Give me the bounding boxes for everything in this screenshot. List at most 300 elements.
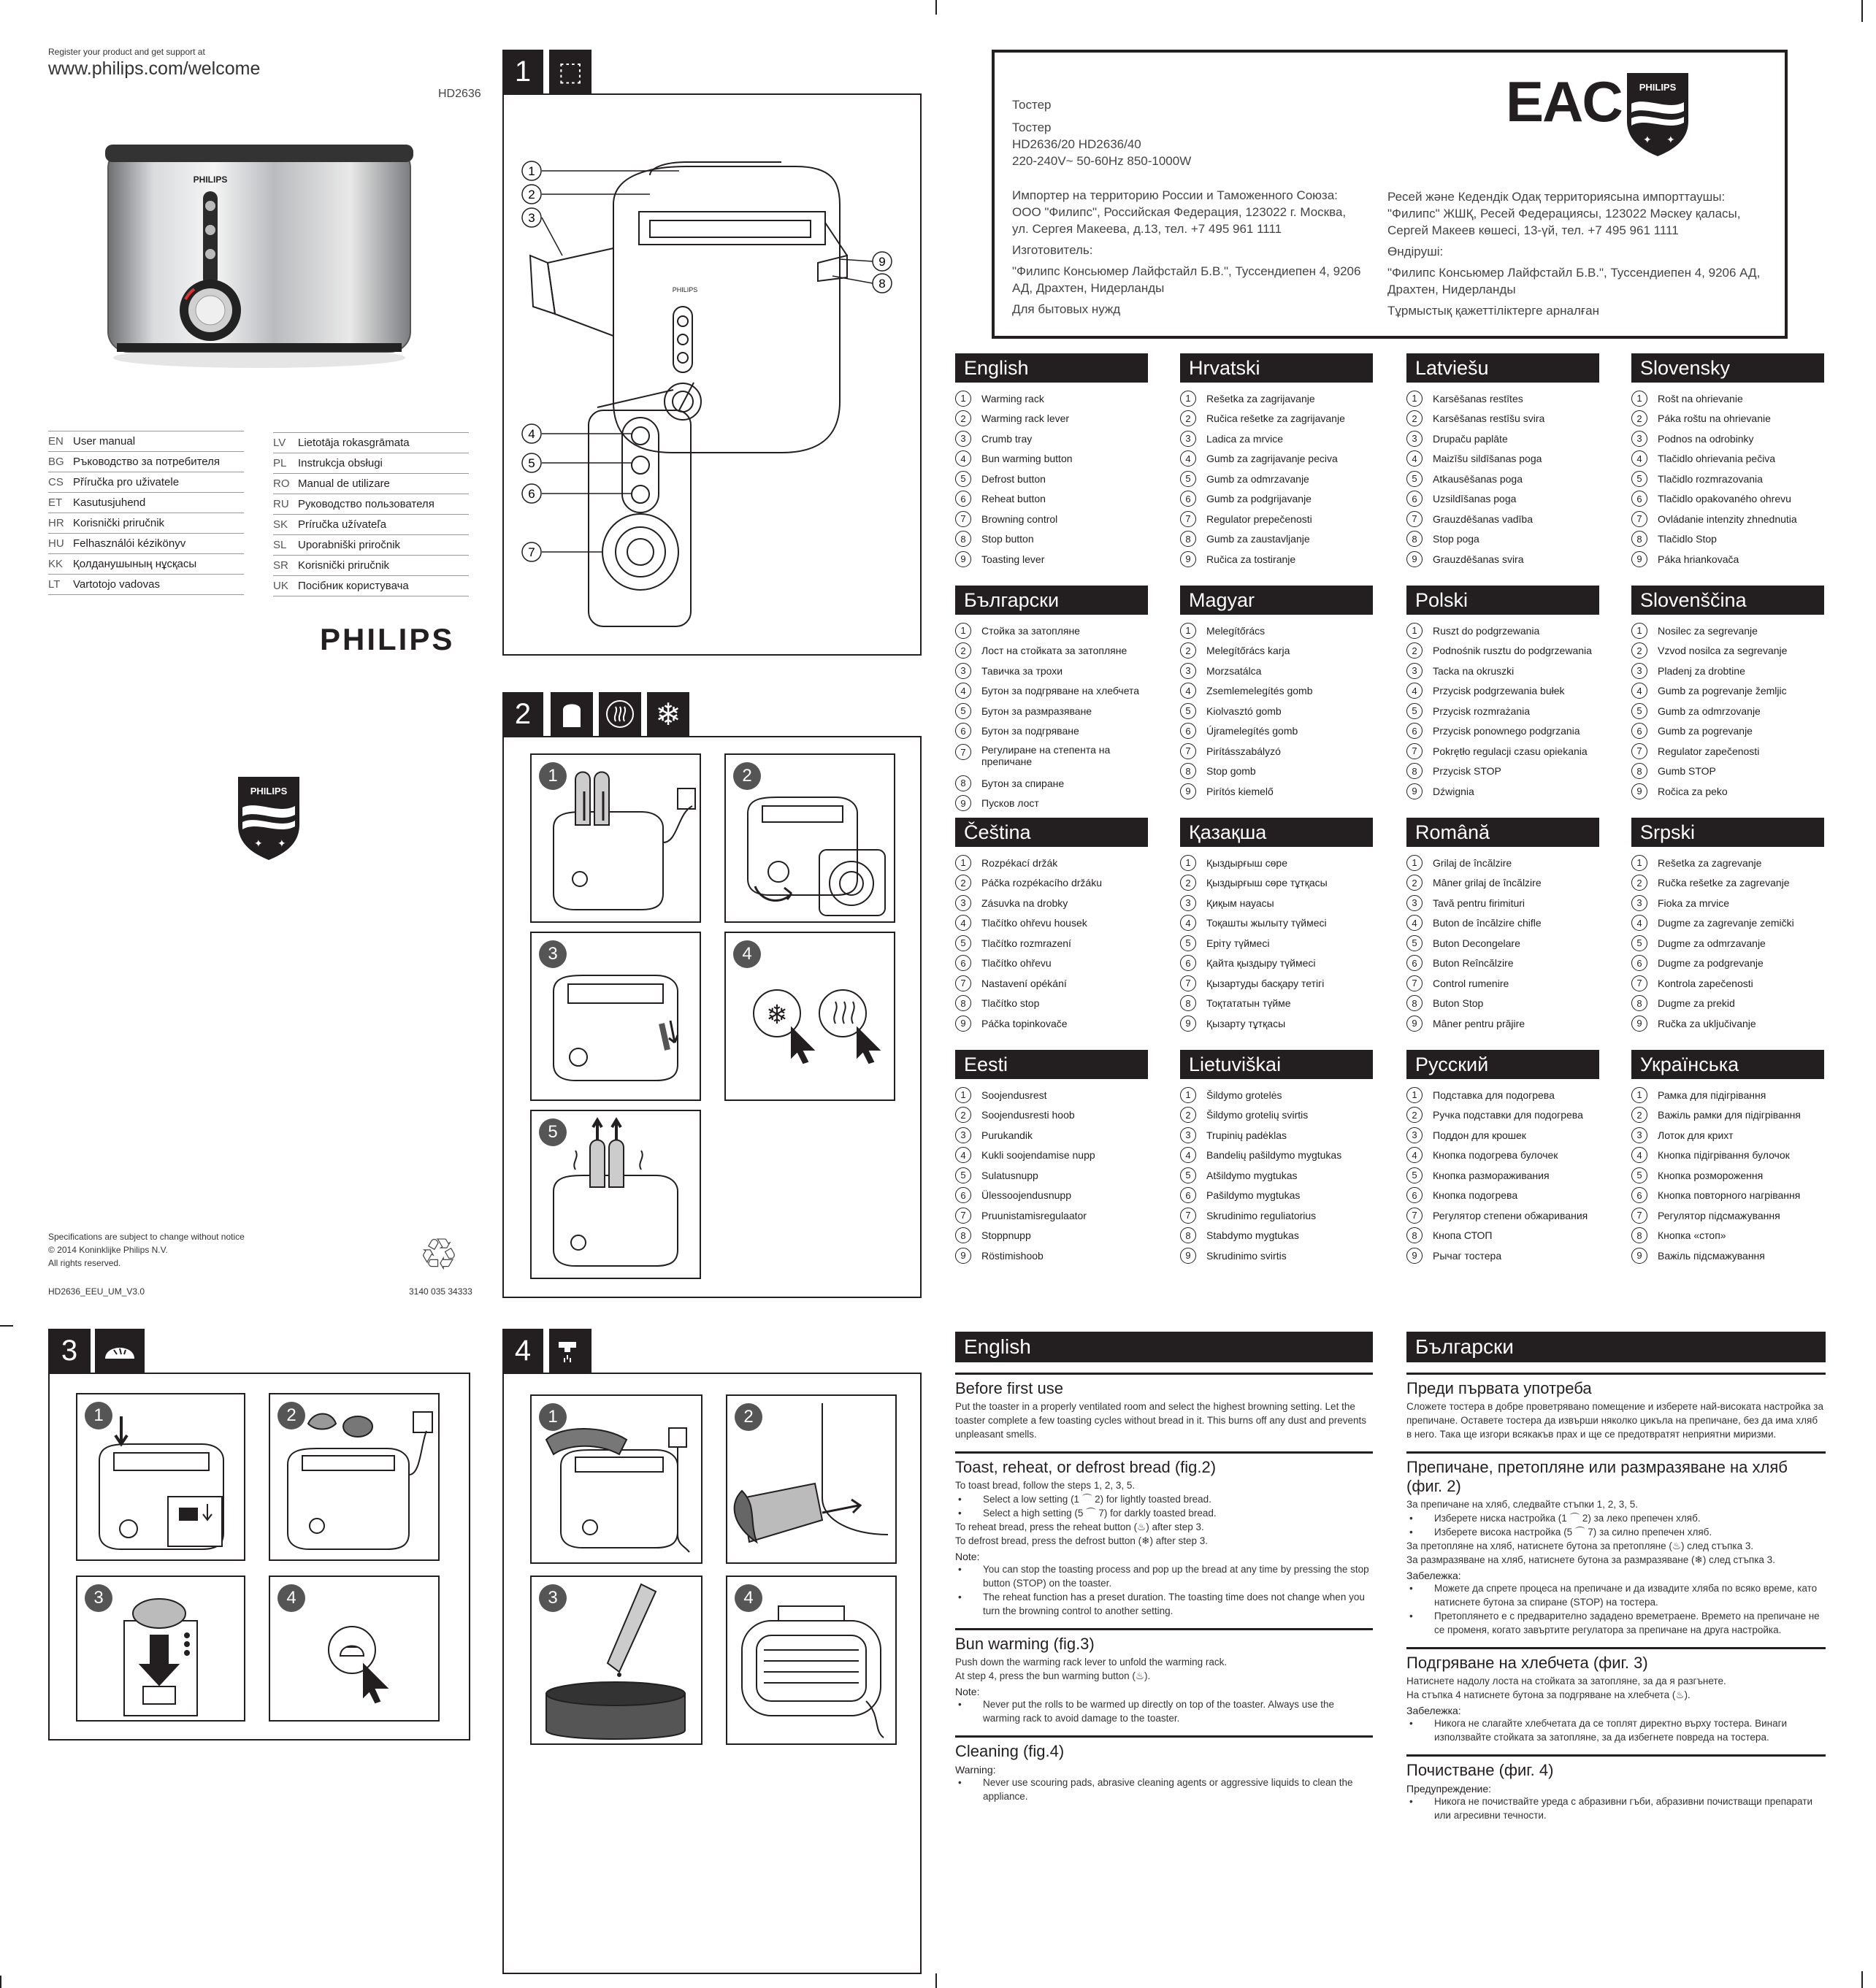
parts-list-block: [1631, 586, 1824, 802]
crop-mark: [1861, 0, 1863, 22]
part-label: Stop poga: [1433, 533, 1479, 545]
part-label: Stop gomb: [1206, 765, 1256, 778]
figure-2-step-2: [724, 753, 895, 923]
part-label: Páka roštu na ohrievanie: [1658, 412, 1771, 425]
part-number: 2: [955, 642, 971, 659]
figure-2-number: 2: [502, 692, 543, 736]
part-label: Kukli soojendamise nupp: [981, 1149, 1095, 1162]
parts-list-item: [955, 621, 1148, 641]
part-label: Karsēšanas restītes: [1433, 392, 1523, 404]
part-label: Рычаг тостера: [1433, 1249, 1502, 1262]
part-number: 6: [1180, 491, 1196, 507]
website-url[interactable]: www.philips.com/welcome: [48, 58, 261, 79]
part-number: 8: [1180, 995, 1196, 1011]
part-label: Кнопка підігрівання булочок: [1658, 1149, 1790, 1162]
eac-kk-text: "Филипс Консьюмер Лайфстайл Б.В.", Туссендиепен 4, 9206 АД,: [1387, 266, 1761, 280]
part-number: 5: [955, 1167, 971, 1183]
part-label: Поддон для крошек: [1433, 1129, 1526, 1141]
eac-ru-text: "Филипс Консьюмер Лайфстайл Б.В.", Туссендиепен 4, 9206: [1012, 264, 1361, 278]
part-label: Drupaču paplāte: [1433, 432, 1508, 445]
part-number: 4: [955, 683, 971, 699]
part-number: 8: [1631, 995, 1647, 1011]
language-row: BG Ръководство за потребителя: [48, 452, 244, 472]
part-label: Buton Reîncălzire: [1433, 957, 1514, 970]
part-label: Dźwignia: [1433, 785, 1474, 797]
part-number: 3: [1180, 895, 1196, 911]
parts-list-language: Polski: [1406, 586, 1599, 615]
callout-number: 6: [528, 487, 535, 501]
bullet-item: • You can stop the toasting process and pop up the bread at any time by pressing the stop button (STOP) on the toaster.: [958, 1564, 1369, 1589]
parts-list-language: Українська: [1631, 1050, 1824, 1079]
part-label: Przycisk podgrzewania bułek: [1433, 685, 1565, 697]
part-number: 2: [1406, 1107, 1423, 1123]
part-label: Tlačidlo ohrievania pečiva: [1658, 453, 1776, 465]
language-list-right: [273, 432, 469, 596]
eac-mark: EAC: [1506, 69, 1622, 134]
part-label: Пусков лост: [981, 797, 1039, 810]
parts-list-item: [1631, 761, 1824, 782]
parts-list-block: [955, 818, 1148, 1034]
eac-ru-text: Для бытовых нужд: [1012, 302, 1121, 316]
parts-list-item: [1631, 409, 1824, 429]
part-label: Dugme za zagrevanje zemički: [1658, 917, 1794, 929]
parts-list-item: [1180, 933, 1373, 953]
parts-list-item: [1406, 781, 1599, 802]
callout-number: 1: [528, 164, 535, 178]
figure-4-step-4: [726, 1576, 897, 1745]
parts-list-item: [955, 1246, 1148, 1266]
figure-4-panel: [502, 1373, 922, 1974]
part-label: Rošt na ohrievanie: [1658, 392, 1743, 404]
doc-number: 3140 035 34333: [409, 1286, 472, 1297]
language-row: PL Instrukcja obsługi: [273, 453, 469, 474]
parts-list-item: [1180, 529, 1373, 550]
callout-number: 9: [878, 255, 886, 269]
part-label: Stabdymo mygtukas: [1206, 1229, 1299, 1242]
part-label: Тоқашты жылыту түймесі: [1206, 917, 1327, 929]
parts-list-item: [1631, 741, 1824, 761]
part-number: 2: [1631, 410, 1647, 426]
parts-list-item: [955, 1145, 1148, 1166]
callout-number: 4: [528, 427, 535, 441]
part-number: 2: [1406, 410, 1423, 426]
part-number: 6: [1631, 723, 1647, 739]
part-label: Control rumenire: [1433, 977, 1509, 989]
part-number: 2: [955, 1107, 971, 1123]
register-text: Register your product and get support at: [48, 47, 205, 57]
figure-3-number: 3: [48, 1329, 91, 1373]
part-number: 4: [1406, 915, 1423, 931]
part-label: Кнопка подогрева: [1433, 1189, 1518, 1202]
part-label: Кнопка «стоп»: [1658, 1229, 1726, 1242]
part-number: 9: [1180, 783, 1196, 799]
parts-list-item: [1406, 1085, 1599, 1105]
part-number: 3: [955, 663, 971, 679]
part-label: Ladica za mrvice: [1206, 432, 1284, 445]
parts-list-item: [1406, 469, 1599, 489]
part-number: 1: [955, 855, 971, 871]
parts-list-block: [1406, 353, 1599, 569]
part-number: 5: [1631, 935, 1647, 951]
part-label: Gumb za podgrijavanje: [1206, 493, 1312, 505]
part-number: 9: [1631, 1016, 1647, 1032]
spec-line: All rights reserved.: [48, 1258, 121, 1268]
part-number: 9: [955, 1016, 971, 1032]
defrost-icon: ❄: [647, 692, 689, 736]
part-number: 5: [1406, 935, 1423, 951]
parts-list-item: [1631, 621, 1824, 641]
parts-list-item: [955, 409, 1148, 429]
step-number: 3: [85, 1584, 112, 1612]
parts-list-item: [955, 1226, 1148, 1246]
parts-list-item: [1406, 661, 1599, 681]
part-label: Қыздырғыш сөре: [1206, 856, 1287, 869]
part-number: 2: [955, 410, 971, 426]
parts-list-item: [955, 741, 1148, 773]
parts-list-block: [1406, 818, 1599, 1034]
part-label: Buton Stop: [1433, 997, 1484, 1010]
part-label: Tavă pentru firimituri: [1433, 897, 1525, 909]
parts-list-item: [1180, 509, 1373, 529]
part-label: Zsemlemelegítés gomb: [1206, 685, 1313, 697]
parts-list-item: [1180, 853, 1373, 873]
parts-list-item: [1406, 973, 1599, 994]
parts-list-item: [1406, 549, 1599, 569]
part-number: 4: [1406, 683, 1423, 699]
section-title: Bun warming (fig.3): [955, 1628, 1373, 1654]
parts-list-item: [1180, 1246, 1373, 1266]
parts-list-block: [1631, 818, 1824, 1034]
parts-list-item: [955, 429, 1148, 449]
language-row: HU Felhasználói kézikönyv: [48, 534, 244, 554]
part-number: 1: [1180, 391, 1196, 407]
figure-1-panel: [502, 93, 922, 656]
parts-list-item: [1180, 388, 1373, 409]
part-label: Atkausēšanas poga: [1433, 472, 1523, 485]
warning-label: Предупреждение:: [1406, 1783, 1492, 1795]
part-label: Mâner grilaj de încălzire: [1433, 877, 1542, 889]
figure-2-panel: [502, 736, 922, 1298]
language-row: LT Vartotojo vadovas: [48, 575, 244, 595]
part-number: 8: [955, 775, 971, 791]
parts-list-item: [1406, 489, 1599, 510]
parts-list-item: [1631, 489, 1824, 510]
part-label: Қызарту тұтқасы: [1206, 1017, 1286, 1029]
part-number: 1: [1631, 855, 1647, 871]
part-label: Melegítőrács: [1206, 624, 1266, 637]
faucet-icon: [549, 1329, 591, 1373]
parts-list-item: [955, 893, 1148, 913]
part-number: 7: [1631, 975, 1647, 991]
parts-list-item: [955, 1165, 1148, 1186]
part-label: Ručica rešetke za zagrijavanje: [1206, 412, 1345, 425]
english-section: [955, 1332, 1373, 1803]
parts-list-block: [1180, 353, 1373, 569]
language-row: SK Príručka užívateľa: [273, 515, 469, 535]
part-label: Қызартуды басқару тетігі: [1206, 977, 1325, 989]
parts-list-item: [1406, 873, 1599, 894]
part-number: 4: [1631, 915, 1647, 931]
language-row: SL Uporabniški priročnik: [273, 535, 469, 556]
part-number: 1: [1180, 855, 1196, 871]
part-number: 9: [1631, 551, 1647, 567]
bulgarian-section: [1406, 1332, 1826, 1822]
part-label: Warming rack: [981, 392, 1044, 404]
part-label: Rešetka za zagrijavanje: [1206, 392, 1315, 404]
part-number: 9: [1406, 1248, 1423, 1264]
parts-list-language: Български: [955, 586, 1148, 615]
part-number: 2: [1180, 410, 1196, 426]
part-number: 8: [1180, 531, 1196, 547]
part-label: Pašildymo mygtukas: [1206, 1189, 1301, 1202]
parts-list-item: [955, 994, 1148, 1014]
part-number: 3: [955, 895, 971, 911]
parts-list-item: [1180, 873, 1373, 894]
part-label: Dugme za odmrzavanje: [1658, 937, 1766, 949]
parts-list-item: [1631, 469, 1824, 489]
callout-number: 3: [528, 211, 535, 225]
parts-list-item: [1406, 449, 1599, 469]
part-number: 5: [1180, 471, 1196, 487]
parts-list-language: Čeština: [955, 818, 1148, 847]
part-number: 6: [1631, 491, 1647, 507]
parts-list-item: [1631, 1205, 1824, 1226]
part-number: 7: [1406, 1208, 1423, 1224]
philips-wordmark: PHILIPS: [320, 622, 455, 656]
part-label: Регулиране на степента на препичане: [981, 744, 1111, 767]
toaster-label: PHILIPS: [672, 286, 698, 293]
bun-icon: [95, 1329, 145, 1373]
language-row: ET Kasutusjuhend: [48, 493, 244, 513]
reheat-icon: [599, 692, 641, 736]
part-label: Röstimishoob: [981, 1249, 1044, 1262]
parts-list-item: [1406, 641, 1599, 661]
eac-ru-text: АД, Драхтен, Нидерланды: [1012, 281, 1165, 295]
spec-line: © 2014 Koninklijke Philips N.V.: [48, 1245, 168, 1255]
part-label: Warming rack lever: [981, 412, 1070, 425]
part-label: Tlačítko rozmrazení: [981, 937, 1071, 949]
part-label: Tlačítko ohřevu housek: [981, 917, 1087, 929]
part-number: 9: [955, 1248, 971, 1264]
part-number: 4: [955, 915, 971, 931]
figure-4-step-2: [726, 1394, 897, 1564]
svg-text:❄: ❄: [765, 1000, 789, 1030]
section-text: To reheat bread, press the reheat button (♨) after step 3.: [955, 1521, 1204, 1532]
part-number: 6: [1406, 1187, 1423, 1203]
note-label: Note:: [955, 1551, 980, 1562]
part-number: 6: [1406, 491, 1423, 507]
parts-list-item: [955, 489, 1148, 510]
part-number: 5: [955, 935, 971, 951]
part-label: Gumb za pogrevanje žemljic: [1658, 685, 1787, 697]
part-label: Gumb za zagrijavanje peciva: [1206, 453, 1338, 465]
part-number: 6: [1180, 955, 1196, 971]
parts-list-item: [1180, 449, 1373, 469]
parts-list-item: [1180, 781, 1373, 802]
language-row: HR Korisnički priručnik: [48, 513, 244, 534]
parts-list-language: Lietuviškai: [1180, 1050, 1373, 1079]
svg-text:✦: ✦: [254, 838, 263, 850]
parts-list-item: [1631, 953, 1824, 974]
part-label: Regulator zapečenosti: [1658, 745, 1760, 757]
part-number: 6: [1406, 723, 1423, 739]
parts-list-item: [1180, 1125, 1373, 1145]
step-number: 4: [733, 940, 761, 968]
part-number: 3: [1406, 895, 1423, 911]
part-label: Bun warming button: [981, 453, 1073, 465]
eac-kk-text: Ресей және Кедендік Одақ территориясына импорттаушы:: [1387, 190, 1726, 204]
parts-list-block: [955, 1050, 1148, 1266]
part-number: 3: [1406, 663, 1423, 679]
part-label: Лост на стойката за затопляне: [981, 645, 1127, 657]
section-text: За претопляне на хляб, натиснете бутона за претопляне (♨) след стъпка 3.: [1406, 1540, 1754, 1551]
spec-line: Specifications are subject to change without notice: [48, 1232, 245, 1242]
parts-list-item: [1406, 953, 1599, 974]
parts-list-language: Eesti: [955, 1050, 1148, 1079]
parts-list-item: [1406, 913, 1599, 934]
part-label: Ручка подставки для подогрева: [1433, 1109, 1583, 1121]
part-label: Ovládanie intenzity zhnednutia: [1658, 513, 1797, 525]
part-label: Soojendusrest: [981, 1089, 1047, 1101]
part-number: 1: [955, 1087, 971, 1103]
part-label: Tlačidlo rozmrazovania: [1658, 472, 1763, 485]
part-number: 3: [1180, 1127, 1196, 1143]
section-title: Препичане, претопляне или размразяване на хляб (фиг. 2): [1406, 1451, 1826, 1496]
part-number: 1: [1406, 623, 1423, 639]
doc-code: HD2636_EEU_UM_V3.0: [48, 1286, 145, 1297]
bullet-item: • Никога не слагайте хлебчетата да се топлят директно върху тостера. Винаги използвайте стойката за затопляне, за да избегнете повреда на тостера.: [1409, 1718, 1788, 1743]
parts-list-item: [1180, 1105, 1373, 1126]
parts-list-item: [955, 1125, 1148, 1145]
parts-list-item: [1631, 893, 1824, 913]
crop-mark: [935, 0, 937, 15]
section-title: Преди първата употреба: [1406, 1373, 1826, 1398]
part-label: Mâner pentru prăjire: [1433, 1017, 1525, 1029]
part-label: Стойка за затопляне: [981, 624, 1080, 637]
part-number: 7: [1180, 975, 1196, 991]
toaster-parts-diagram: [504, 95, 920, 654]
part-label: Ručka za uključivanje: [1658, 1017, 1756, 1029]
part-label: Gumb za pogrevanje: [1658, 725, 1753, 737]
parts-list-item: [1406, 388, 1599, 409]
parts-list-item: [955, 721, 1148, 742]
part-label: Karsēšanas restīšu svira: [1433, 412, 1545, 425]
parts-list-block: [1406, 586, 1599, 802]
parts-list-item: [1406, 509, 1599, 529]
part-label: Кнопка размораживания: [1433, 1169, 1550, 1181]
part-number: 3: [1406, 431, 1423, 447]
parts-list-item: [1631, 933, 1824, 953]
parts-list-item: [955, 641, 1148, 661]
part-label: Тавичка за трохи: [981, 664, 1063, 677]
parts-list-item: [1180, 761, 1373, 782]
part-label: Ručica za tostiranje: [1206, 553, 1296, 565]
language-row: EN User manual: [48, 431, 244, 452]
part-label: Reheat button: [981, 493, 1046, 505]
parts-list-item: [1631, 1105, 1824, 1126]
part-label: Ručka rešetke za zagrevanje: [1658, 877, 1790, 889]
parts-list-item: [1406, 933, 1599, 953]
parts-list-item: [955, 773, 1148, 794]
parts-list-item: [1631, 388, 1824, 409]
section-text: За препичане на хляб, следвайте стъпки 1, 2, 3, 5.: [1406, 1499, 1638, 1510]
part-label: Кнопка повторного нагрівання: [1658, 1189, 1801, 1202]
toaster-photo: [102, 139, 416, 372]
parts-list-item: [1631, 449, 1824, 469]
bullet-item: • Изберете висока настройка (5 ⌒ 7) за силно препечен хляб.: [1409, 1527, 1712, 1538]
part-number: 6: [1631, 1187, 1647, 1203]
figure-3-step-1: [76, 1393, 245, 1561]
part-number: 3: [1180, 663, 1196, 679]
part-number: 8: [1631, 1227, 1647, 1243]
part-number: 5: [1631, 703, 1647, 719]
part-number: 2: [1180, 1107, 1196, 1123]
part-label: Defrost button: [981, 472, 1046, 485]
parts-list-item: [1631, 1085, 1824, 1105]
parts-list-item: [955, 509, 1148, 529]
part-label: Pokrętło regulacji czasu opiekania: [1433, 745, 1588, 757]
parts-list-item: [1631, 429, 1824, 449]
part-label: Újramelegítés gomb: [1206, 725, 1298, 737]
part-number: 4: [955, 1147, 971, 1163]
note-label: Забележка:: [1406, 1705, 1461, 1716]
part-label: Dugme za prekid: [1658, 997, 1735, 1010]
part-number: 1: [955, 391, 971, 407]
part-number: 6: [955, 1187, 971, 1203]
parts-list-item: [1180, 409, 1373, 429]
part-label: Uzsildīšanas poga: [1433, 493, 1517, 505]
part-number: 3: [1631, 1127, 1647, 1143]
part-label: Maizīšu sildīšanas poga: [1433, 453, 1542, 465]
part-label: Atšildymo mygtukas: [1206, 1169, 1298, 1181]
part-label: Tlačidlo Stop: [1658, 533, 1717, 545]
parts-list-item: [1180, 893, 1373, 913]
parts-list-item: [1406, 1205, 1599, 1226]
part-number: 3: [1631, 895, 1647, 911]
eac-models: HD2636/20 HD2636/40: [1012, 137, 1141, 151]
part-label: Kontrola zapečenosti: [1658, 977, 1753, 989]
part-label: Еріту түймесі: [1206, 937, 1270, 949]
parts-list-item: [1180, 994, 1373, 1014]
part-number: 3: [1631, 431, 1647, 447]
parts-list-item: [1406, 409, 1599, 429]
part-number: 2: [1180, 875, 1196, 891]
parts-list-language: Hrvatski: [1180, 353, 1373, 383]
part-number: 4: [1180, 683, 1196, 699]
part-number: 5: [955, 703, 971, 719]
part-label: Soojendusresti hoob: [981, 1109, 1075, 1121]
parts-list-item: [955, 1105, 1148, 1126]
figure-3-step-2: [269, 1393, 440, 1561]
part-label: Trupinių padėklas: [1206, 1129, 1287, 1141]
part-number: 5: [955, 471, 971, 487]
parts-list-item: [1180, 621, 1373, 641]
parts-list-item: [1631, 661, 1824, 681]
part-number: 2: [1180, 642, 1196, 659]
parts-list-item: [1180, 1013, 1373, 1034]
figure-3-panel: [48, 1373, 470, 1741]
parts-list-item: [1631, 721, 1824, 742]
parts-list-item: [1180, 1205, 1373, 1226]
parts-list-block: [1631, 353, 1824, 569]
section-text: Сложете тостера в добре проветрявано помещение и изберете най-високата настройка за препичане. Оставете тостера да извърши няколко цикъла на препичане, без да има хляб в него. Така ще изгори всякакъв прах и ще се предотвратят неприятни миризми.: [1406, 1401, 1824, 1440]
parts-list-item: [1406, 994, 1599, 1014]
part-label: Grilaj de încălzire: [1433, 856, 1512, 869]
part-number: 9: [955, 795, 971, 811]
part-label: Gumb STOP: [1658, 765, 1716, 778]
part-label: Ročica za peko: [1658, 785, 1728, 797]
parts-list-item: [955, 973, 1148, 994]
